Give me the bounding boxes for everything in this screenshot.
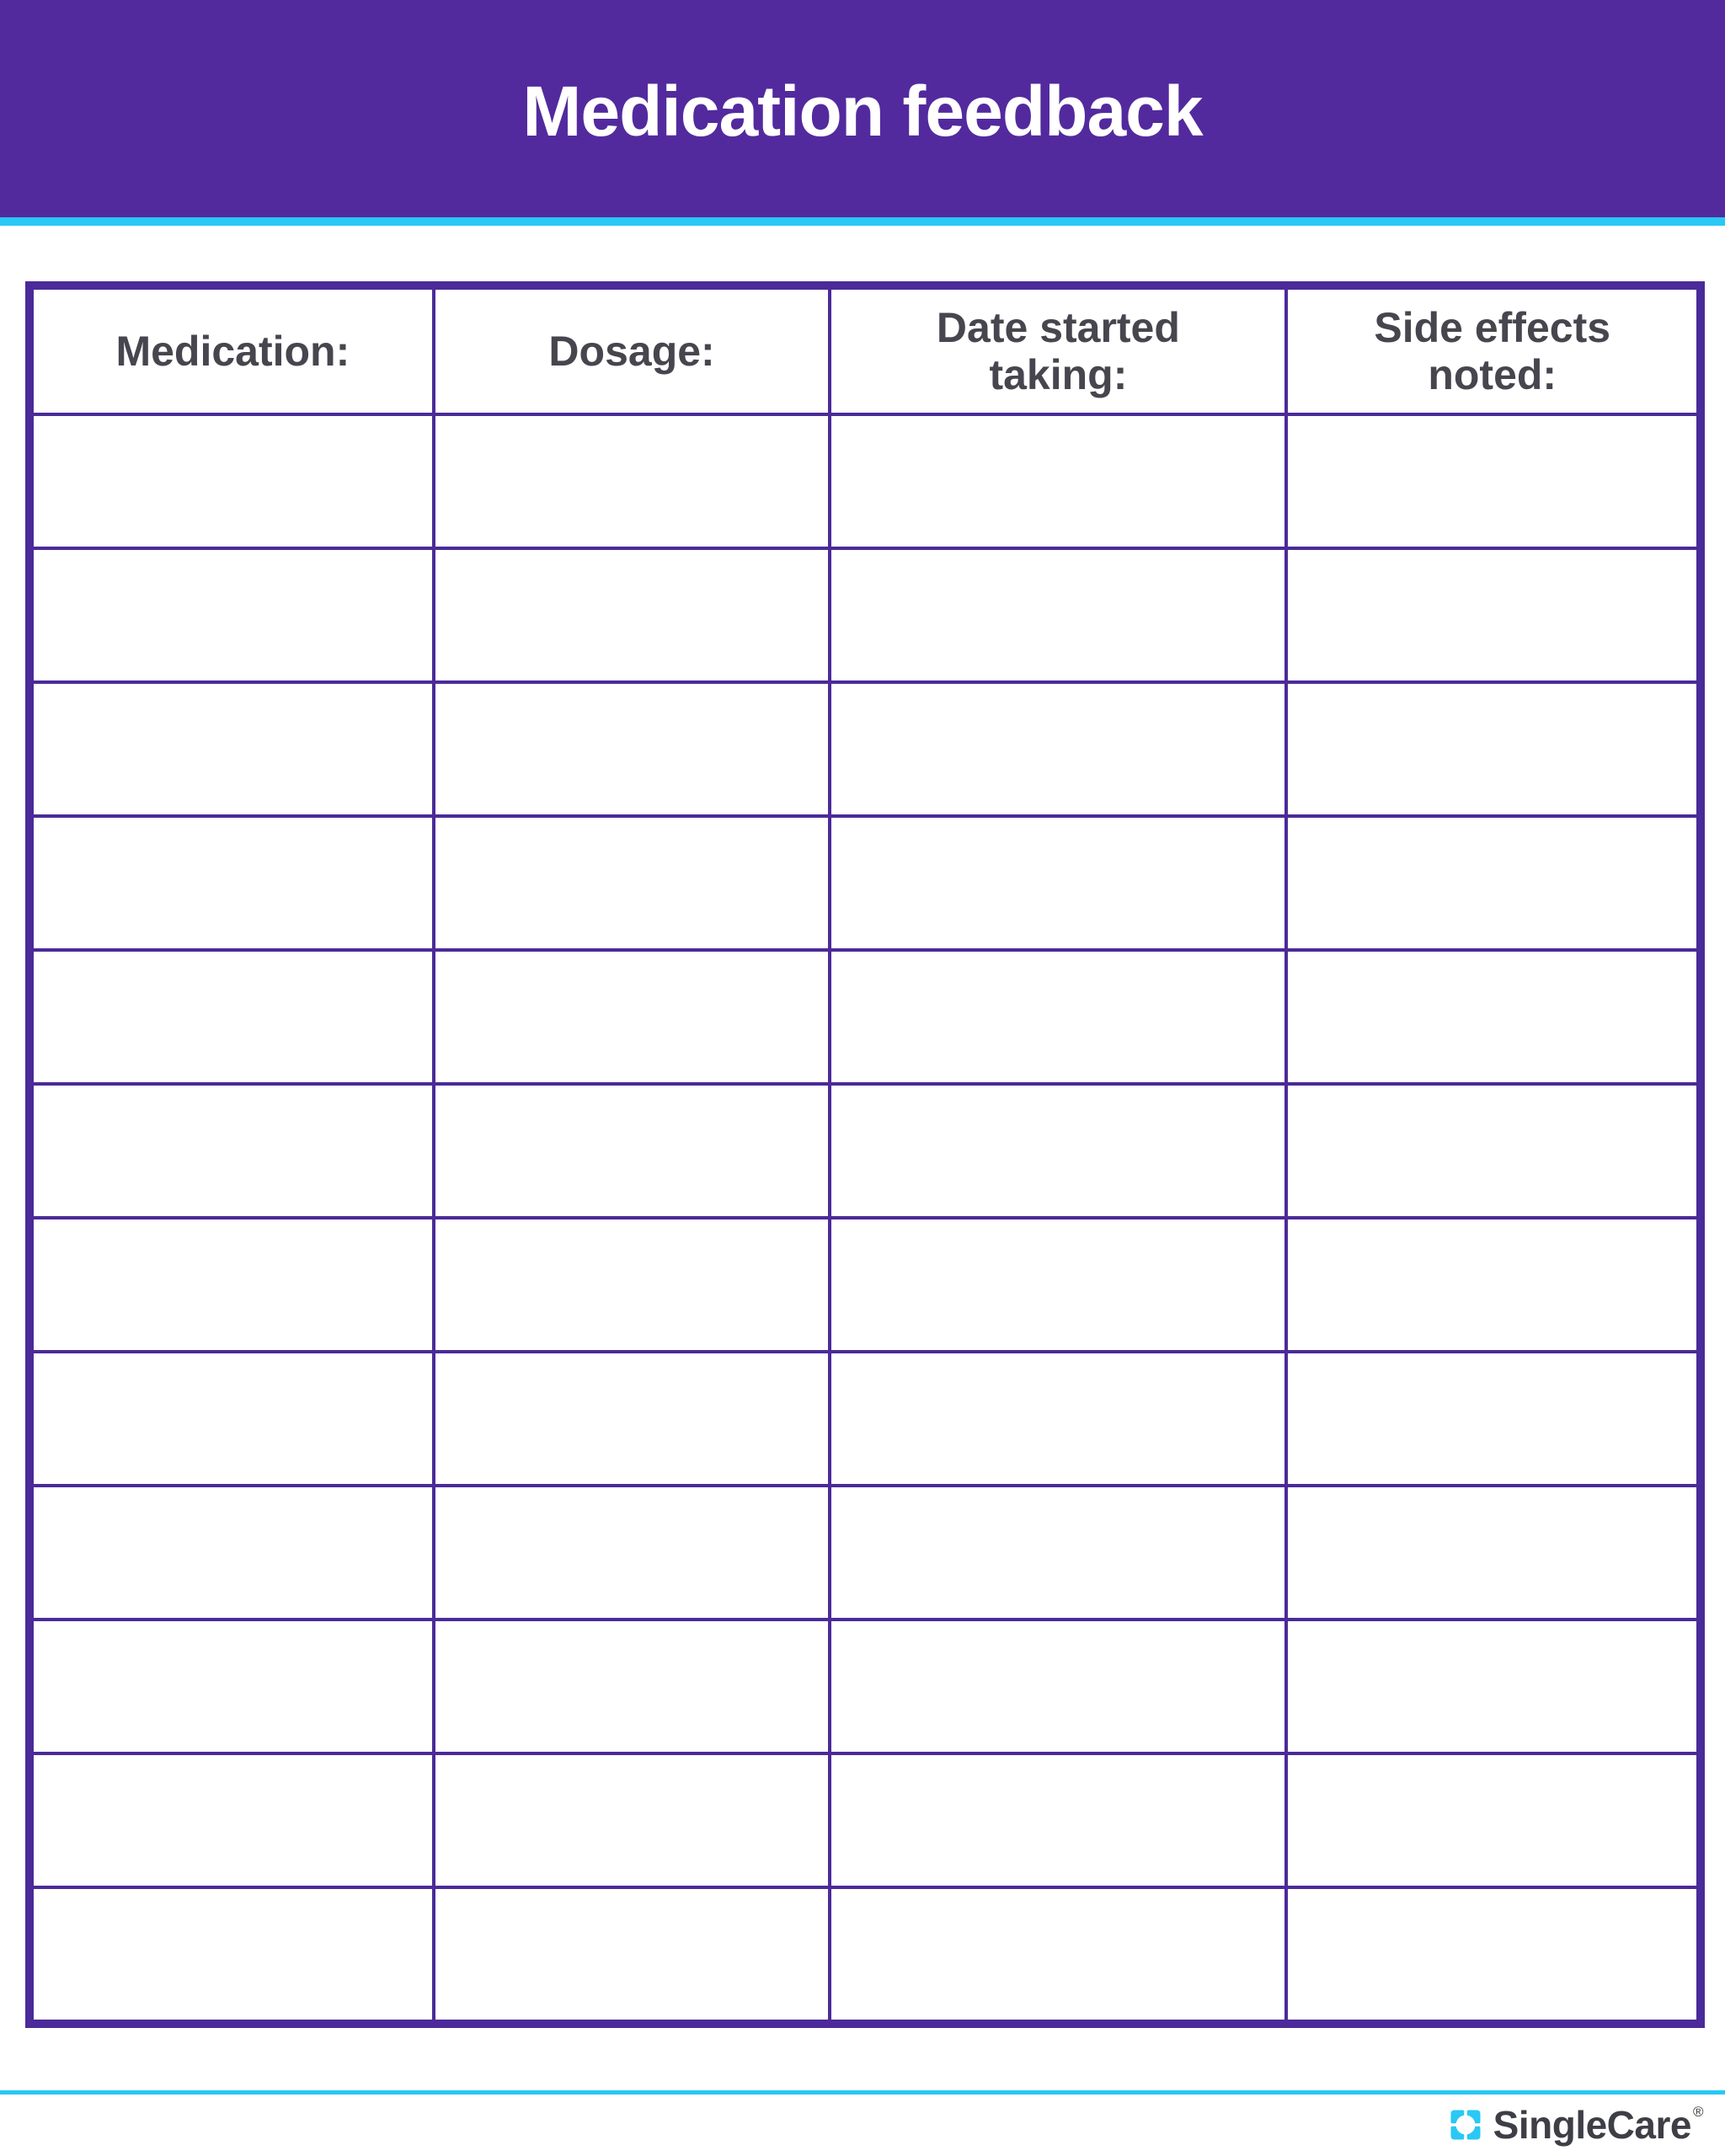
table-cell — [32, 548, 434, 682]
table-cell — [1286, 414, 1698, 548]
table-row — [32, 1352, 1698, 1486]
table-cell — [830, 414, 1286, 548]
column-header-medication: Medication: — [32, 288, 434, 414]
table-cell — [434, 1084, 830, 1218]
table-cell — [1286, 1620, 1698, 1753]
column-header-date-started: Date started taking: — [830, 288, 1286, 414]
header-banner — [0, 0, 1725, 217]
table-cell — [830, 1620, 1286, 1753]
table-cell — [1286, 1753, 1698, 1887]
table-header-row — [32, 288, 1698, 414]
table-row — [32, 1084, 1698, 1218]
table-cell — [830, 1352, 1286, 1486]
table-cell — [32, 1084, 434, 1218]
table-row — [32, 950, 1698, 1084]
medication-table-container — [25, 281, 1705, 2028]
table-cell — [434, 1620, 830, 1753]
table-cell — [32, 1352, 434, 1486]
table-cell — [32, 1218, 434, 1352]
table-cell — [830, 1218, 1286, 1352]
table-cell — [32, 1753, 434, 1887]
table-cell — [32, 682, 434, 816]
table-row — [32, 1218, 1698, 1352]
table-cell — [434, 682, 830, 816]
table-cell — [434, 1218, 830, 1352]
table-cell — [434, 548, 830, 682]
singlecare-clover-icon — [1448, 2107, 1483, 2143]
footer-accent-divider — [0, 2090, 1725, 2095]
table-header — [32, 288, 1698, 414]
table-cell — [32, 414, 434, 548]
table-cell — [434, 1753, 830, 1887]
table-row — [32, 1753, 1698, 1887]
table-row — [32, 1486, 1698, 1620]
table-row — [32, 548, 1698, 682]
table-cell — [1286, 1084, 1698, 1218]
table-cell — [434, 414, 830, 548]
table-row — [32, 1620, 1698, 1753]
table-cell — [434, 1486, 830, 1620]
table-cell — [830, 1753, 1286, 1887]
table-cell — [1286, 1887, 1698, 2021]
table-cell — [32, 1620, 434, 1753]
brand-logo — [1448, 2102, 1703, 2148]
table-cell — [1286, 1352, 1698, 1486]
table-cell — [32, 1486, 434, 1620]
column-header-dosage: Dosage: — [434, 288, 830, 414]
medication-table — [30, 286, 1700, 2023]
table-cell — [830, 816, 1286, 950]
registered-mark: ® — [1692, 2104, 1703, 2120]
table-cell — [830, 682, 1286, 816]
table-cell — [434, 950, 830, 1084]
table-cell — [1286, 682, 1698, 816]
table-cell — [1286, 1486, 1698, 1620]
header-accent-divider — [0, 217, 1725, 226]
table-cell — [830, 1887, 1286, 2021]
brand-name — [1493, 2102, 1703, 2148]
table-cell — [830, 1486, 1286, 1620]
table-cell — [434, 816, 830, 950]
table-cell — [1286, 816, 1698, 950]
table-row — [32, 816, 1698, 950]
table-row — [32, 1887, 1698, 2021]
table-cell — [1286, 1218, 1698, 1352]
page-title: Medication feedback — [522, 71, 1203, 151]
table-cell — [830, 1084, 1286, 1218]
table-row — [32, 414, 1698, 548]
table-row — [32, 682, 1698, 816]
table-cell — [32, 1887, 434, 2021]
table-cell — [830, 548, 1286, 682]
table-cell — [32, 816, 434, 950]
table-cell — [1286, 950, 1698, 1084]
table-cell — [830, 950, 1286, 1084]
table-body — [32, 414, 1698, 2021]
brand-name-text: SingleCare — [1493, 2103, 1691, 2147]
table-cell — [434, 1352, 830, 1486]
table-cell — [1286, 548, 1698, 682]
table-cell — [32, 950, 434, 1084]
table-cell — [434, 1887, 830, 2021]
column-header-side-effects: Side effects noted: — [1286, 288, 1698, 414]
